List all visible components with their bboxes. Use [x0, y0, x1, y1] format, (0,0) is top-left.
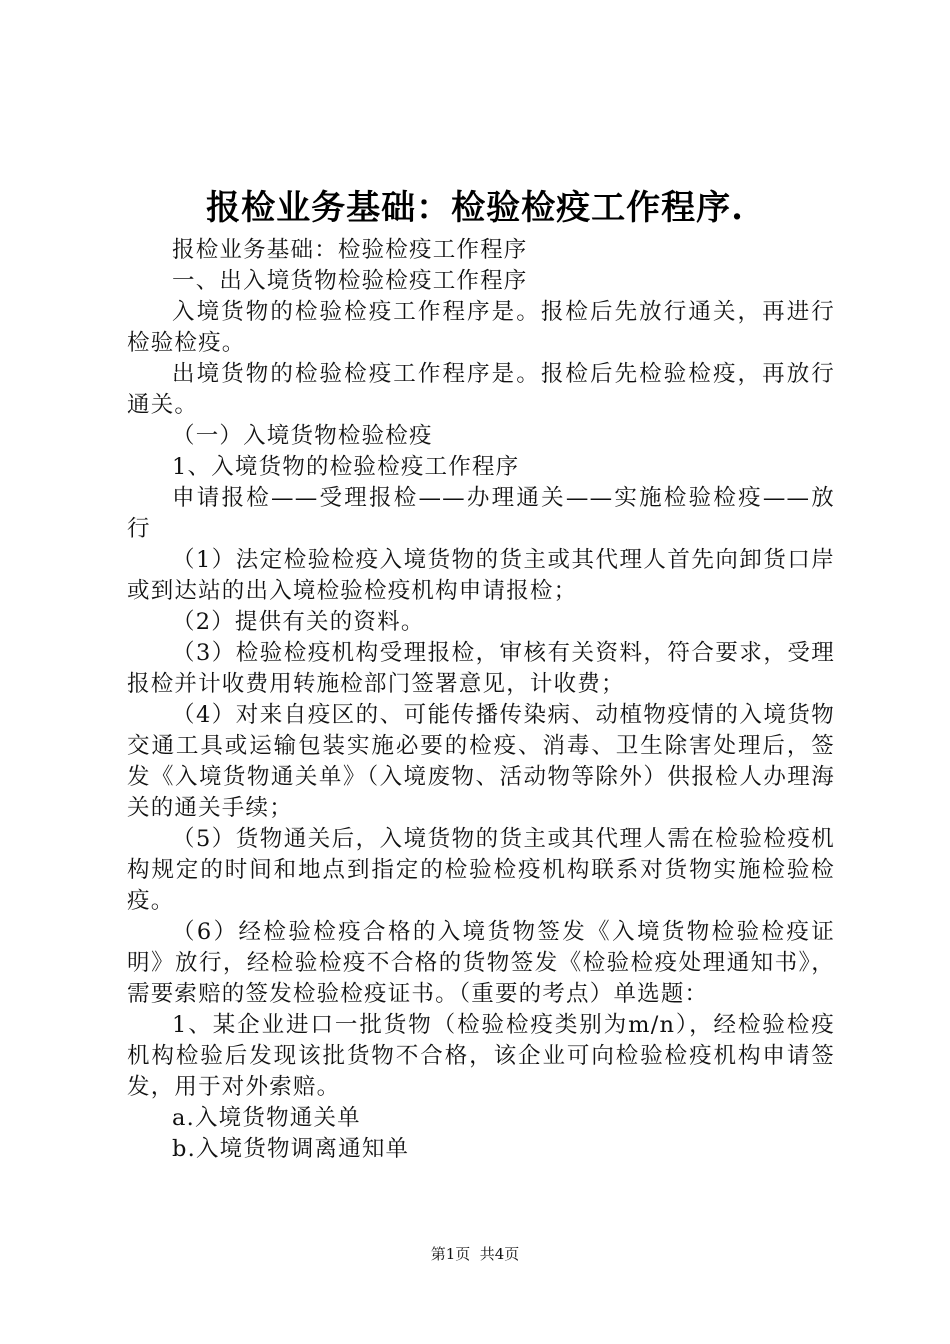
- subsection-heading: （一）入境货物检验检疫: [172, 423, 433, 449]
- paragraph: （4）对来自疫区的、可能传播传染病、动植物疫情的入境货物交通工具或运输包装实施必要的检疫、消毒、卫生除害处理后，签发《入境货物通关单》（入境废物、活动物等除外）供报检人办理海关的通关手续；: [127, 702, 835, 821]
- subsection-heading: 1、入境货物的检验检疫工作程序: [172, 454, 520, 480]
- paragraph: 出境货物的检验检疫工作程序是。报检后先检验检疫，再放行通关。: [127, 361, 835, 418]
- process-flow: 申请报检——受理报检——办理通关——实施检验检疫——放行: [127, 485, 835, 542]
- paragraph: 入境货物的检验检疫工作程序是。报检后先放行通关，再进行检验检疫。: [127, 299, 835, 356]
- paragraph: （1）法定检验检疫入境货物的货主或其代理人首先向卸货口岸或到达站的出入境检验检疫机构申请报检；: [127, 547, 835, 604]
- paragraph: 报检业务基础：检验检疫工作程序: [172, 237, 528, 263]
- paragraph: （5）货物通关后，入境货物的货主或其代理人需在检验检疫机构规定的时间和地点到指定的检验检疫机构联系对货物实施检验检疫。: [127, 826, 835, 914]
- answer-option: a.入境货物通关单: [172, 1105, 361, 1131]
- section-heading: 一、出入境货物检验检疫工作程序: [172, 268, 528, 294]
- page-footer: 第1页 共4页: [430, 1245, 520, 1263]
- document-title: 报检业务基础：检验检疫工作程序.: [206, 188, 744, 228]
- paragraph: （2）提供有关的资料。: [172, 609, 425, 635]
- paragraph: （3）检验检疫机构受理报检，审核有关资料，符合要求，受理报检并计收费用转施检部门签署意见，计收费；: [127, 640, 835, 697]
- question: 1、某企业进口一批货物（检验检疫类别为m/n），经检验检疫机构检验后发现该批货物不合格，该企业可向检验检疫机构申请签发，用于对外索赔。: [127, 1012, 835, 1100]
- answer-option: b.入境货物调离通知单: [172, 1136, 410, 1162]
- document-body: [127, 235, 835, 1165]
- paragraph: （6）经检验检疫合格的入境货物签发《入境货物检验检疫证明》放行，经检验检疫不合格的货物签发《检验检疫处理通知书》，需要索赔的签发检验检疫证书。（重要的考点）单选题：: [127, 919, 835, 1007]
